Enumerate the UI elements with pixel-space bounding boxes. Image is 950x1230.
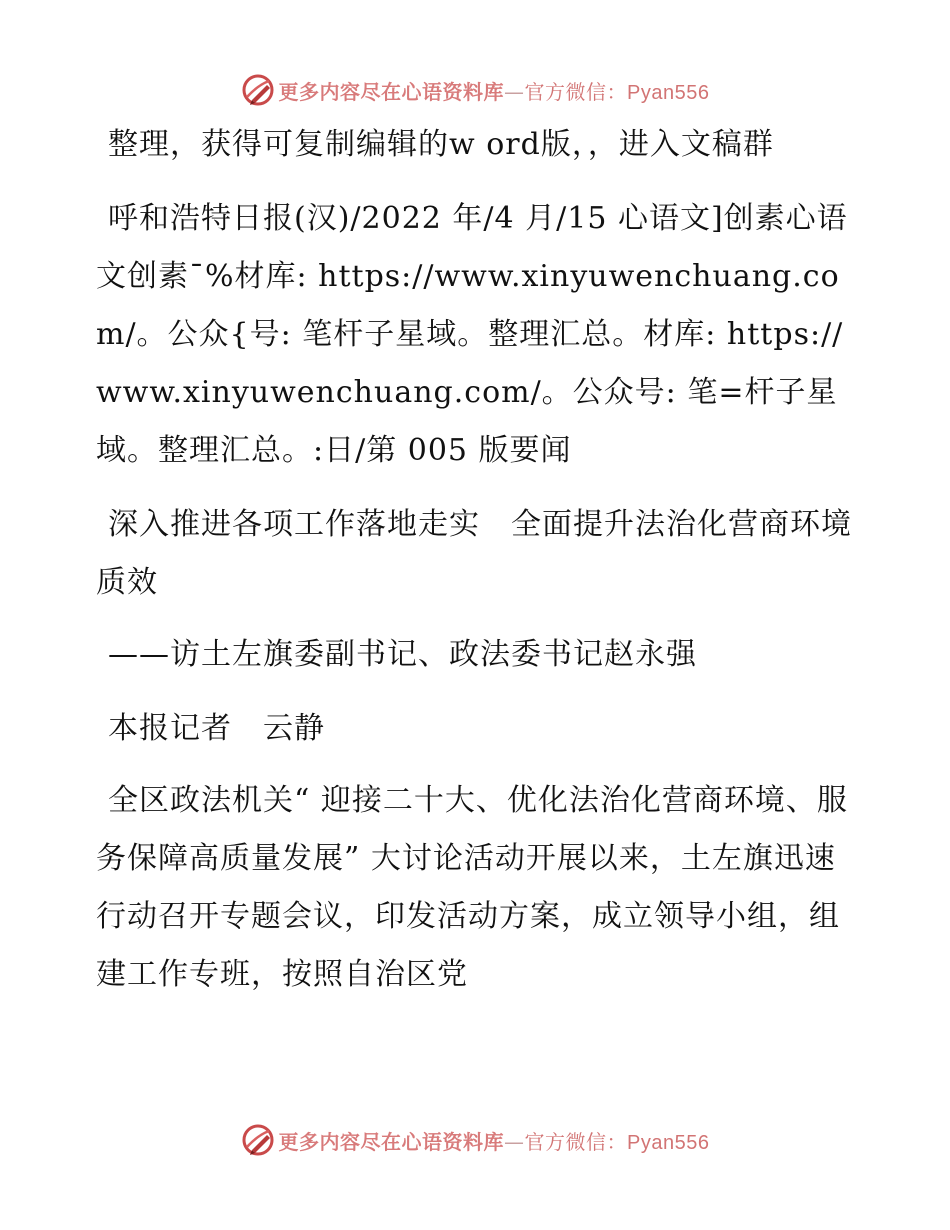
- article-byline: 本报记者 云静: [108, 711, 325, 746]
- banner-main-text: 更多内容尽在心语资料库: [278, 79, 505, 104]
- banner-wechat-label: 官方微信：: [524, 1129, 628, 1154]
- footer-banner: [0, 1120, 950, 1160]
- banner-wechat-id: Pyan556: [627, 81, 710, 104]
- banner-text: [279, 76, 710, 105]
- document-body: [96, 116, 866, 1020]
- article-subtitle: ——访土左旗委副书记、政法委书记赵永强: [108, 637, 697, 672]
- banner-wechat-id: Pyan556: [627, 1131, 710, 1154]
- body-paragraph: 全区政法机关“ 迎接二十大、优化法治化营商环境、服务保障高质量发展” 大讨论活动开展以来，土左旗迅速行动召开专题会议，印发活动方案，成立领导小组，组建工作专班，按照自治区党: [96, 783, 848, 992]
- pen-logo-icon: [241, 73, 275, 107]
- pen-logo-icon: [241, 1123, 275, 1157]
- article-title: 深入推进各项工作落地走实 全面提升法治化营商环境质效: [96, 507, 852, 600]
- banner-separator: —: [504, 79, 525, 104]
- banner-wechat-label: 官方微信：: [524, 79, 628, 104]
- header-banner: [0, 70, 950, 110]
- source-paragraph: 呼和浩特日报(汉)/2022 年/4 月/15 心语文]创素心语文创素¯%材库: https://www.xinyuwenchuang.com/。公众{号: 笔杆子星域。整理汇总。材库: https://www.xinyuwenchuang.com/。公众号: 笔=杆子星域。整理汇总。:日/第 005 版要闻: [96, 201, 848, 468]
- banner-separator: —: [504, 1129, 525, 1154]
- banner-text: [279, 1126, 710, 1155]
- banner-main-text: 更多内容尽在心语资料库: [278, 1129, 505, 1154]
- intro-paragraph: 整理，获得可复制编辑的w ord版，，进入文稿群: [108, 127, 774, 162]
